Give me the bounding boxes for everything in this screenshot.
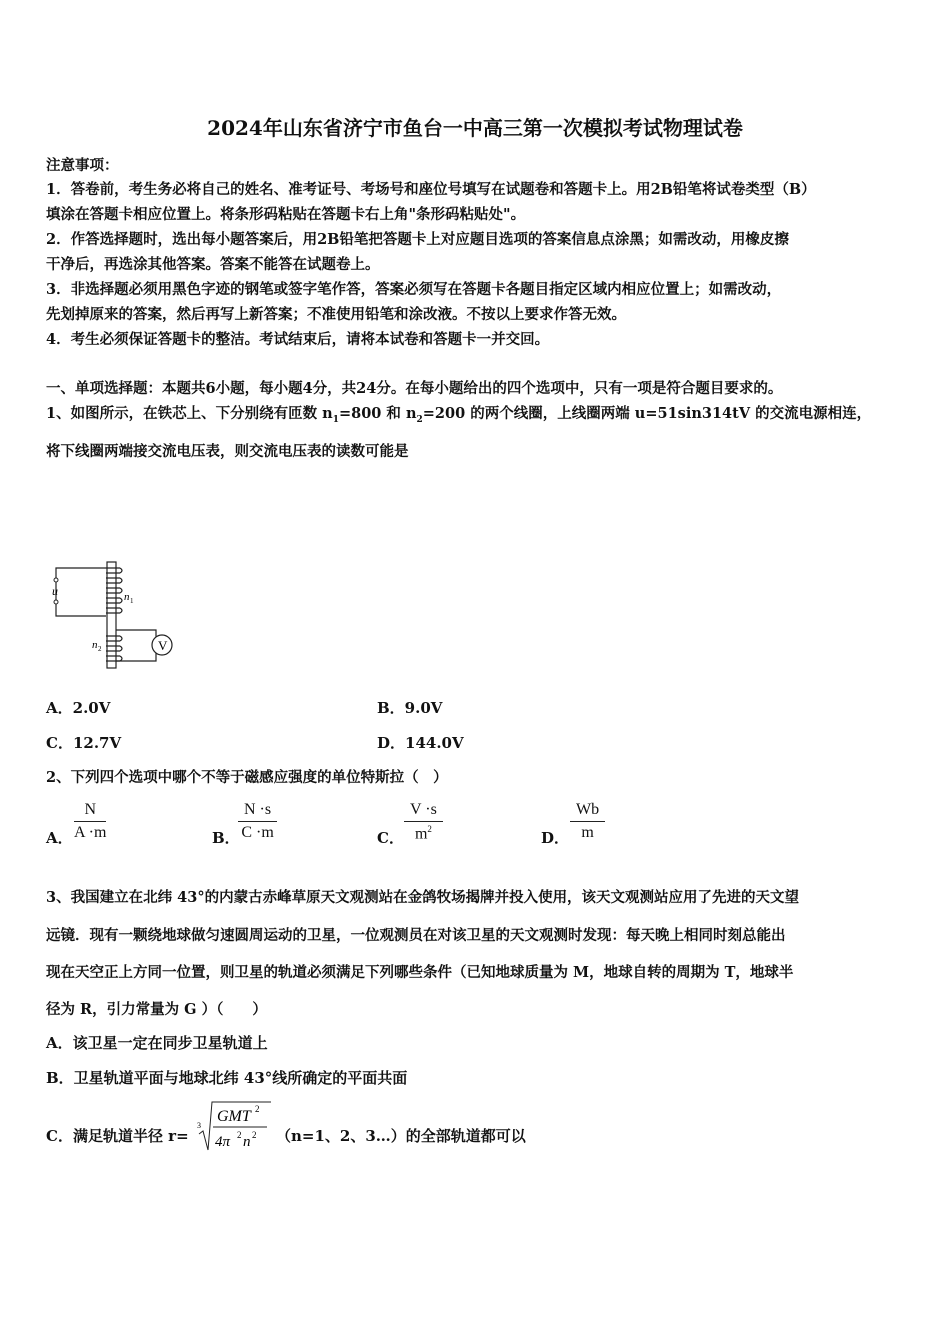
notice-line: 4．考生必须保证答题卡的整洁。考试结束后，请将本试卷和答题卡一并交回。 (46, 331, 550, 348)
q1-option-c: C．12.7V (46, 734, 122, 752)
q2-option-c-fraction: $\frac{V \cdot s}{m^2}$ (404, 801, 443, 843)
svg-text:2: 2 (237, 1130, 242, 1140)
notice-line: 3．非选择题必须用黑色字迹的钢笔或签字笔作答，答案必须写在答题卡各题目指定区域内相应位置上；如需改动， (46, 281, 782, 298)
q2-stem: 2、下列四个选项中哪个不等于磁感应强度的单位特斯拉（ ） (46, 769, 448, 786)
svg-text:n: n (243, 1134, 251, 1150)
q2-option-d-label: D． (541, 829, 570, 847)
q3-stem-line: 现在天空正上方同一位置，则卫星的轨道必须满足下列哪些条件（已知地球质量为 M，地球自转的周期为 T，地球半 (46, 964, 794, 981)
q2-option-a-fraction: $\frac{N}{A \cdot m}$ (74, 801, 107, 841)
notice-line: 干净后，再选涂其他答案。答案不能答在试题卷上。 (46, 256, 380, 273)
svg-text:2: 2 (255, 1104, 260, 1114)
svg-text:1: 1 (130, 597, 134, 605)
notice-line: 2．作答选择题时，选出每小题答案后，用2B铅笔把答题卡上对应题目选项的答案信息点涂黑；如需改动，用橡皮擦 (46, 231, 789, 248)
q2-option-c-label: C． (377, 829, 404, 847)
transformer-figure (44, 560, 184, 672)
lower-coil (106, 636, 120, 661)
n1-label: n (124, 591, 130, 603)
q2-option-d-fraction: $\frac{Wb}{m}$ (570, 801, 605, 842)
q1-option-d: D．144.0V (377, 734, 464, 752)
q3-option-b: B．卫星轨道平面与地球北纬 43°线所确定的平面共面 (46, 1069, 408, 1087)
q3-option-c-prefix: C．满足轨道半径 r= (46, 1127, 189, 1145)
svg-text:3: 3 (197, 1121, 201, 1130)
n2-label: n (92, 639, 98, 651)
page-title: 2024年山东省济宁市鱼台一中高三第一次模拟考试物理试卷 (207, 116, 743, 140)
upper-coil (106, 568, 120, 613)
q2-option-b-fraction: $\frac{N \cdot s}{C \cdot m}$ (238, 801, 277, 842)
q3-option-a: A．该卫星一定在同步卫星轨道上 (46, 1034, 268, 1052)
q1-option-b: B．9.0V (377, 699, 443, 717)
notice-line: 填涂在答题卡相应位置上。将条形码粘贴在答题卡右上角"条形码粘贴处"。 (46, 206, 526, 223)
svg-text:4π: 4π (215, 1134, 231, 1150)
q1-option-a: A．2.0V (46, 699, 111, 717)
u-label: u (52, 584, 58, 598)
svg-text:2: 2 (98, 645, 102, 653)
notice-line: 1．答卷前，考生务必将自己的姓名、准考证号、考场号和座位号填写在试题卷和答题卡上。用2B铅笔将试卷类型（B） (46, 181, 816, 198)
svg-text:GMT: GMT (217, 1108, 251, 1125)
q1-stem-line2: 将下线圈两端接交流电压表，则交流电压表的读数可能是 (46, 443, 409, 460)
notice-line: 先划掉原来的答案，然后再写上新答案；不准使用铅笔和涂改液。不按以上要求作答无效。 (46, 306, 626, 323)
q3-stem-line: 径为 R，引力常量为 G ）（ ） (46, 1001, 267, 1018)
q3-option-c-suffix: （n=1、2、3…）的全部轨道都可以 (276, 1127, 526, 1145)
q3-stem-line: 远镜．现有一颗绕地球做匀速圆周运动的卫星，一位观测员在对该卫星的天文观测时发现：每天晚上相同时刻总能出 (46, 927, 786, 944)
q1-stem-line1: 1、如图所示，在铁芯上、下分别绕有匝数 $n_1=800$ 和 $n_2=200$ 的两个线圈，上线圈两端 u=51sin314tV 的交流电源相连， (46, 405, 872, 425)
voltmeter-label: V (158, 638, 168, 653)
notice-heading: 注意事项： (46, 157, 119, 174)
svg-text:2: 2 (252, 1130, 257, 1140)
section-heading: 一、单项选择题：本题共6小题，每小题4分，共24分。在每小题给出的四个选项中，只有一项是符合题目要求的。 (46, 380, 783, 397)
q2-option-a-label: A． (46, 829, 73, 847)
q3-stem-line: 3、我国建立在北纬 43°的内蒙古赤峰草原天文观测站在金鸽牧场揭牌并投入使用，该天文观测站应用了先进的天文望 (46, 889, 800, 906)
q3-cube-root-formula (195, 1098, 273, 1156)
q2-option-b-label: B． (212, 829, 240, 847)
